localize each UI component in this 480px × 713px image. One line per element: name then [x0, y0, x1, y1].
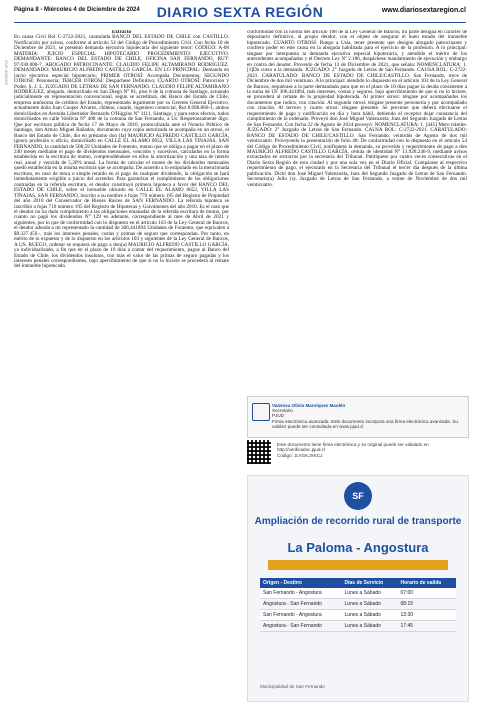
ad-route: La Paloma - Angostura [287, 540, 429, 555]
transport-advertisement [247, 475, 469, 702]
signature-note: Firma electrónica avanzada. Este documento incorpora una firma electrónica avanzada. Su validez puede ser consultada en www.pjud.cl [272, 418, 458, 429]
table-cell: San Fernando - Angostura [260, 610, 342, 621]
signer-name: Vanessa Olivia Manriquez Maulén [272, 403, 346, 408]
schedule-table [260, 578, 456, 632]
page-date: Página 8 - Miércoles 4 de Diciembre de 2024 [14, 7, 140, 13]
ad-accent-band [268, 560, 448, 570]
table-row [260, 621, 456, 632]
column-header: Horario de salida [398, 578, 456, 588]
qr-code-icon[interactable] [247, 440, 271, 464]
signer-court: PJUD [272, 413, 284, 419]
table-row [260, 588, 456, 599]
verification-block [247, 440, 467, 466]
column-header: Origen - Destino [260, 578, 342, 588]
table-row [260, 599, 456, 610]
legal-notice-column-2 [247, 30, 467, 388]
notice-body-2: conformidad con la norma del artículo 108 de la Ley General de Bancos; mi parte designa en carácter de depositario definitivo, al propio deudor, con el objeto de asegurar el buen estado del inmueble hipotecado. CUARTO OTROSÍ: Ruego a Usía, tener presente que designo abogado patrocinante y confiero poder en este causa en la abogada habilitada para el ejercicio de la profesión. A lo principal: téngase por interpuesta la demanda ejecutiva especial hipotecaria, y atendido el mérito de los antecedentes acompañados y el Decreto Ley Nº 2.186, despáchese mandamiento de ejecución y embargo en contra del deudor. Proveído de fecha 13 de Diciembre de 2021, que señala: NOMENCLATURA: 1. [1]Da curso a la demanda. JUZGADO: 2° Juzgado de Letras de San Fernando. CAUSA ROL: C-2722-2021. CARATULADO: BANCO DE ESTADO DE CHILE/CASTILLO. San Fernando, trece de Diciembre de dos mil veintiuno. A lo principal: atendido lo dispuesto en el artículo 103 de la Ley General de Bancos, requiérase a la parte demandada para que en el plazo de 10 días pague la deuda consistente a la suma de UF 306,441894, más intereses, costas y seguros, bajo apercibimiento de que si no lo hiciere, se procederá al remate de la propiedad hipotecada. Al primer otrosí: téngase por acompañados los documentos que indica, con citación. Al segundo otrosí: téngase presente personería y por acompañado con citación. Al tercero y cuarto otrosí: téngase presente. Se previene que deberá efectuarse el requerimiento de pago y notificación en día y hora hábil, debiendo el receptor dejar constancia del cumplimiento de lo ordenado. Proveyó don José Miguel Valenzuela, Juez del Segundo Juzgado de Letras de San Fernando. Con fecha 22 de Agosto de 2024 proveyó: NOMENCLATURA: 1. [445] Mero trámite. JUZGADO: 2° Juzgado de Letras de San Fernando. CAUSA ROL: C-2722-2021. CARATULADO: BANCO DE ESTADO DE CHILE/CASTILLO. San Fernando, veintidós de Agosto de dos mil veinticuatro. Proveyendo la presentación de folio 48: De conformidad con lo dispuesto en el artículo 54 del Código de Procedimiento Civil, notifíquese la demanda, su proveído y requerimiento de pago a don MAURICIO ALFREDO CASTILLO GARCÍA, cédula de identidad N° 13.928.246-9, mediante avisos extractados en extractos por la secretaria del Tribunal. Publíquese por cuatro veces consecutivas en el Diario Sexta Región de esta ciudad y por una sola vez en el Diario Oficial. Compárase al respectivo requerimiento de pago, el ejecutado en la Secretaría del Tribunal el tercer día después de la última publicación. Dictó don José Miguel Valenzuela, Juez del Segundo Juzgado de Letras de San Fernando. Secretario(a) Julio (s). Juzgado de Letras de San Fernando, a veinte de Noviembre de dos mil veinticuatro. [247, 30, 467, 188]
legal-notice-column-1 [14, 30, 229, 705]
verification-text: Este documento tiene firma electrónica y su original puede ser validado en http://verificadoc.pjud.cl [277, 442, 429, 453]
table-cell: Lunes a Sábado [342, 599, 398, 610]
header-rule [14, 22, 466, 23]
verification-code: Código: JLYGKJXKCJ [277, 452, 323, 458]
table-cell: Angostura - San Fernando [260, 621, 342, 632]
seal-icon [252, 403, 270, 421]
notice-body-1: En causa Civil Rol C-2722-2021, caratulada BANCO DEL ESTADO DE CHILE con CASTILLO. Notificación por avisos, conforme al artículo 54 del Código de Procedimiento Civil. Con fecha 10 de Diciembre de 2021, se presentó demanda ejecutiva hipotecaria del siguiente tenor: CODIGO: A-08 MATERIA: JUICIO ESPECIAL HIPOTECARIO PROCEDIMIENTO: EJECUTIVO. DEMANDANTE: BANCO DEL ESTADO DE CHILE, OFICINA SAN FERNANDO, RUT: 97.030.000-7. ABOGADO PATROCINANTE: CLAUDIO FELIPE ALTAMIRANO RODRÍGUEZ. DEMANDADO: MAURICIO ALFREDO CASTILLO GARCÍA. EN LO PRINCIPAL: Demanda en juicio ejecutivo especial hipotecario; PRIMER OTROSÍ: Acompaña Documentos; SEGUNDO OTROSÍ: Personería; TERCER OTROSÍ: Despáchese Definitivo; CUARTO OTROSÍ: Patrocinio y Poder. S. J. L. JUZGADO DE LETRAS DE SAN FERNANDO. CLAUDIO FELIPE ALTAMIRANO RODRÍGUEZ, abogado, domiciliado en San Diego N° 81, piso 6 de la comuna de Santiago, actuando judicialmente en representación convencional, según se acreditará, del Banco del Estado de Chile, empresa autónoma de créditos del Estado, representado legalmente por su Gerente General Ejecutivo, actualmente doña Juan Cooper Álvarez, chileno, casado, ingeniero comercial, Rut 8.098.866-1, ambos domiciliados en Avenida Libertador Bernardo O'Higgins N° 1111, Santiago, y para estos efectos, todos domiciliados en calle Valdivia N° 408 de la comuna de San Fernando, a Us. Respetuosamente digo: Que por escritura pública de fecha 17 de Mayo de 2010, protocolizada ante el Notario Público de Santiago, don Arturo Miguel Bañados, documento cuya copia autorizada se acompaña en un otrosí, el Banco del Estado de Chile, dio en préstamo don (fa) MAURICIO ALFREDO CASTILLO GARCÍA, ignoro profesión u oficio, domiciliado en CALLE EL ALAMO 0652, VILLA LAS TINAJAS, SAN FERNANDO, la cantidad de 508,59 Unidades de Fomento, mutuo que se obliga a pagar en el plazo de 240 meses mediante el pago de dividendos mensuales, vencidos y sucesivos, calculados en la forma establecida en la escritura de mutuo, comprendiéndose en ellos la amortización y una tasa de interés real, anual y vencida de 5,20% anual. La forma de calcular el monto de los dividendos mensuales quedó establecida en la misma escritura que se acompaña. De acuerdo a lo estipulado en la mencionada escritura, en caso de mora o simple retardo en el pago de cualquier dividendo, la obligación se hará inmediatamente exigible a juicio del acreedor. Para garantizar el cumplimiento de las obligaciones contraídas en la referida escritura, el deudor constituyó primera hipoteca a favor del BANCO DEL ESTADO DE CHILE, sobre el inmueble ubicado en CALLE EL ALAMO 0652, VILLA LAS TINAJAS, SAN FERNANDO, inscrito a su nombre a fojas 770 número 195 del Registro de Propiedad del año 2010 del Conservador de Bienes Raíces de SAN FERNANDO. La referida hipoteca se inscribió a fojas 710 número 195 del Registro de Hipotecas y Gravámenes del año 2010. Es el caso que el deudor no ha dado cumplimiento a las obligaciones emanadas de la referida escritura de mutuo, por cuanto no pagó los dividendos N° 129 en adelante, correspondiente al mes de Abril de 2021 y siguientes, por lo que de conformidad con lo dispuesto en el artículo 103 de la Ley General de Bancos, el deudor adeuda a mi representado la cantidad de 306,441894 Unidades de Fomento, que equivalen a $9.327.459.-, más los intereses penales, costas y primas de seguro que correspondan. Por tanto, en mérito de lo expuesto y de lo dispuesto en los artículos 103 y siguientes de la Ley General de Bancos, A US. RUEGO, ordenar se requiera de pago a don(a) MAURICIO ALFREDO CASTILLO GARCÍA, ya individualizado, a fin que en el plazo de 10 días a contar del requerimiento, pague al Banco del Estado de Chile, los dividendos insolutos, con más el valor de las primas de seguro pagadas y los intereses penales correspondientes, bajo apercibimiento de que si no lo hiciere se procederá al remate del inmueble hipotecado. [14, 34, 229, 270]
table-cell: 17:45 [398, 621, 456, 632]
notice-heading: Extracto [111, 30, 132, 35]
table-cell: San Fernando - Angostura [260, 588, 342, 599]
table-cell: Lunes a Sábado [342, 588, 398, 599]
website-link[interactable]: www.diariosextaregion.cl [381, 7, 466, 14]
municipality-logo: SF [344, 482, 372, 510]
ad-headline: Ampliación de recorrido rural de transporte [254, 516, 462, 527]
table-cell: Angostura - San Fernando [260, 599, 342, 610]
table-cell: Lunes a Sábado [342, 621, 398, 632]
electronic-signature-box [247, 396, 469, 438]
table-cell: Lunes a Sábado [342, 610, 398, 621]
table-header-row [260, 578, 456, 588]
table-cell: 07:00 [398, 588, 456, 599]
signer-role: Secretario [272, 408, 293, 414]
newspaper-title: DIARIO SEXTA REGIÓN [156, 4, 324, 20]
table-row [260, 610, 456, 621]
table-cell: 13:30 [398, 610, 456, 621]
ad-footer: Municipalidad de San Fernando [260, 684, 325, 689]
edge-code: CVE 0000000 [4, 60, 9, 85]
table-cell: 08:15 [398, 599, 456, 610]
column-header: Días de Servicio [342, 578, 398, 588]
